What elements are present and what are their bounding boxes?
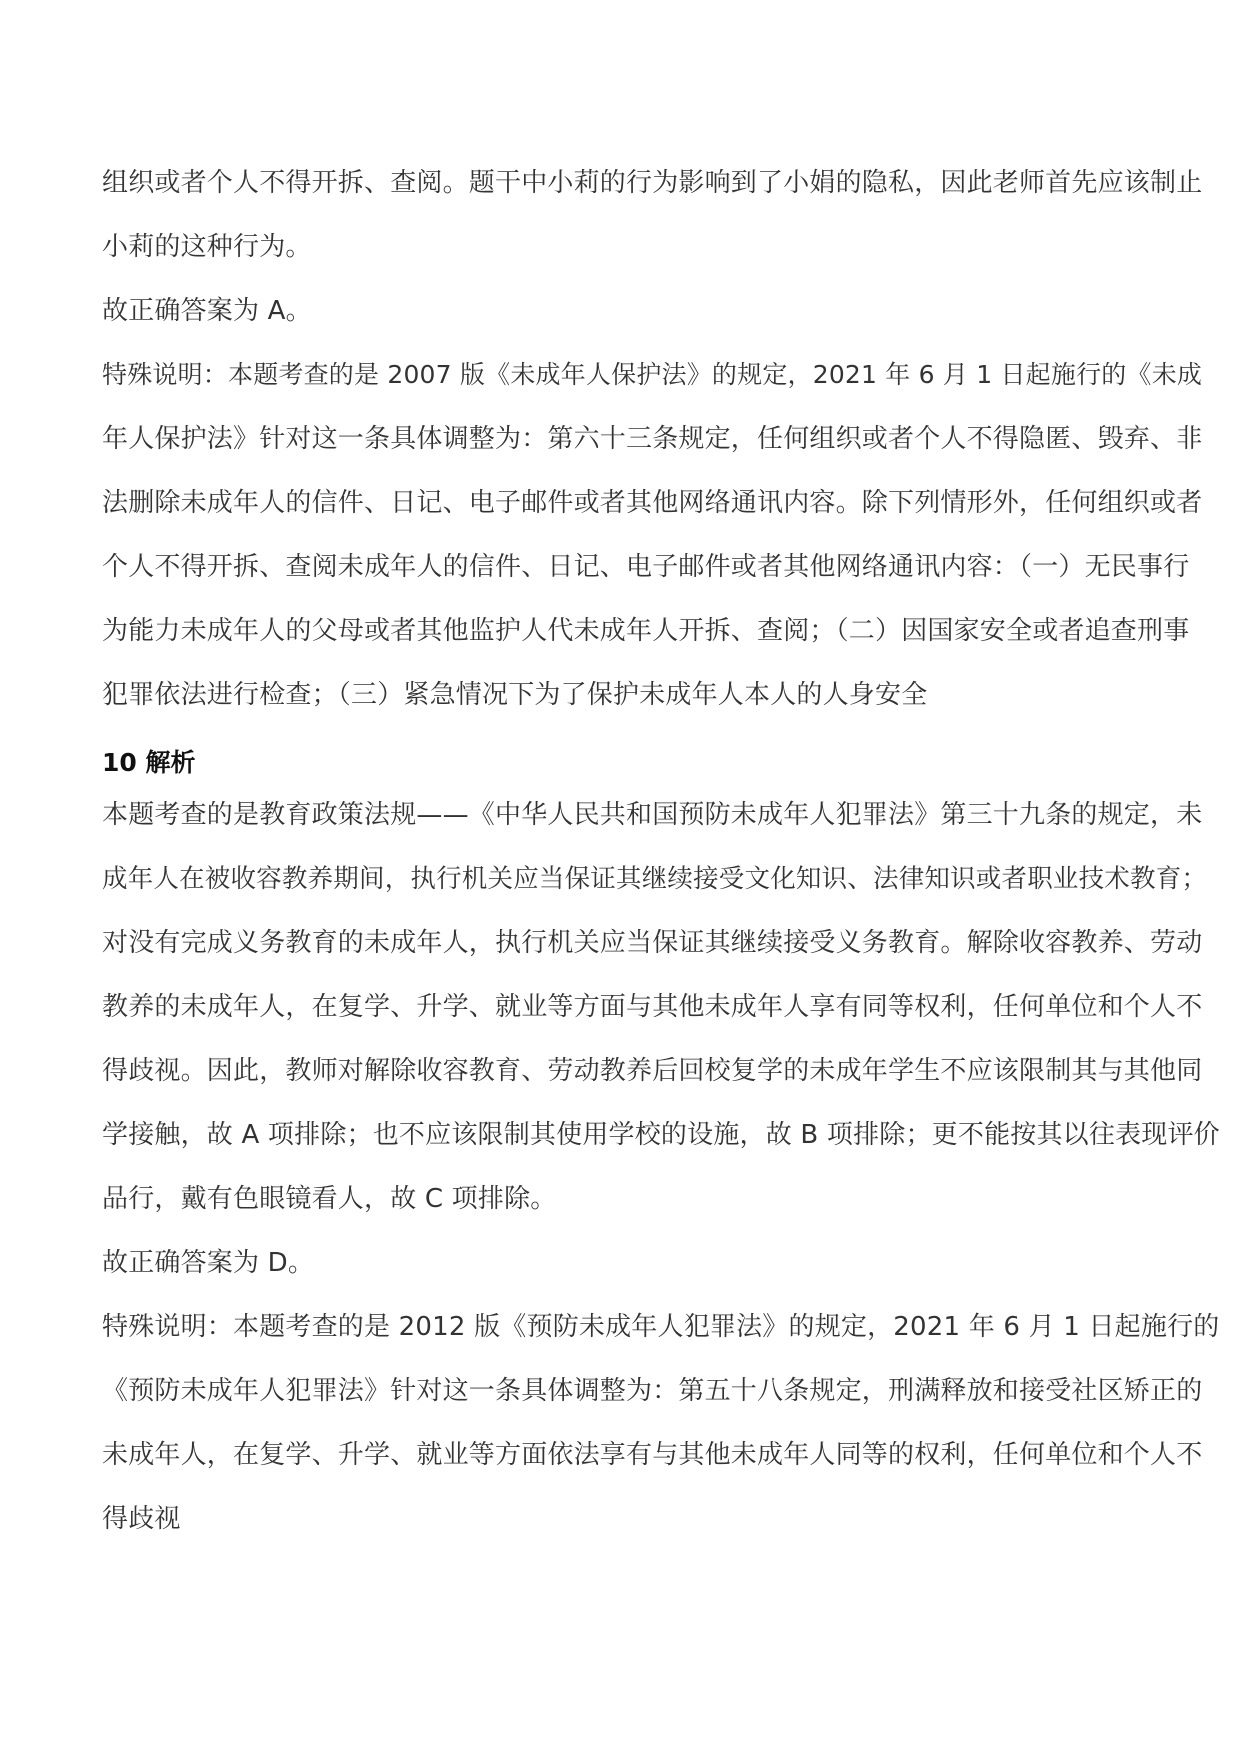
text-line: 成年人在被收容教养期间，执行机关应当保证其继续接受文化知识、法律知识或者职业技术教育； [102,864,1208,894]
text-line: 小莉的这种行为。 [102,232,312,262]
text-line: 为能力未成年人的父母或者其他监护人代未成年人开拆、查阅；（二）因国家安全或者追查刑事 [102,616,1190,646]
text-line: 故正确答案为 A。 [102,296,312,326]
text-line: 对没有完成义务教育的未成年人，执行机关应当保证其继续接受义务教育。解除收容教养、劳动 [102,928,1203,958]
text-line: 《预防未成年人犯罪法》针对这一条具体调整为：第五十八条规定，刑满释放和接受社区矫正的 [102,1376,1203,1406]
text-line: 得歧视 [102,1504,181,1534]
text-line: 品行，戴有色眼镜看人，故 C 项排除。 [102,1184,557,1214]
text-line: 学接触，故 A 项排除；也不应该限制其使用学校的设施，故 B 项排除；更不能按其以往表现评价 [102,1120,1220,1150]
text-line: 组织或者个人不得开拆、查阅。题干中小莉的行为影响到了小娟的隐私，因此老师首先应该制止 [102,168,1203,198]
text-line: 故正确答案为 D。 [102,1248,315,1278]
text-line: 特殊说明：本题考查的是 2007 版《未成年人保护法》的规定，2021 年 6 月 1 日起施行的《未成 [102,360,1203,389]
text-line: 年人保护法》针对这一条具体调整为：第六十三条规定，任何组织或者个人不得隐匿、毁弃、非 [102,424,1203,454]
text-line: 教养的未成年人，在复学、升学、就业等方面与其他未成年人享有同等权利，任何单位和个人不 [102,992,1203,1022]
section-heading: 10 解析 [102,748,196,777]
text-line: 犯罪依法进行检查；（三）紧急情况下为了保护未成年人本人的人身安全 [102,680,928,710]
text-line: 个人不得开拆、查阅未成年人的信件、日记、电子邮件或者其他网络通讯内容：（一）无民事行 [102,552,1190,582]
text-line: 法删除未成年人的信件、日记、电子邮件或者其他网络通讯内容。除下列情形外，任何组织或者 [102,488,1203,518]
text-line: 特殊说明：本题考查的是 2012 版《预防未成年人犯罪法》的规定，2021 年 6 月 1 日起施行的 [102,1312,1220,1342]
text-line: 未成年人，在复学、升学、就业等方面依法享有与其他未成年人同等的权利，任何单位和个人不 [102,1440,1203,1470]
text-line: 得歧视。因此，教师对解除收容教育、劳动教养后回校复学的未成年学生不应该限制其与其他同 [102,1056,1203,1086]
text-line: 本题考查的是教育政策法规——《中华人民共和国预防未成年人犯罪法》第三十九条的规定，未 [102,800,1203,830]
